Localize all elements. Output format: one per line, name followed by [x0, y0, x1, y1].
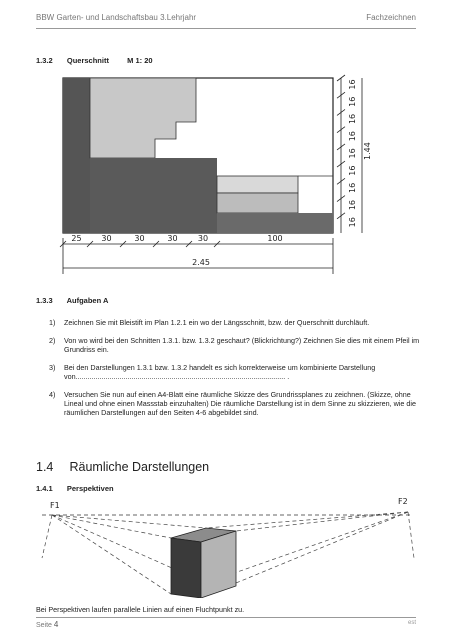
- right-dim-label: 16: [348, 182, 357, 193]
- task-item: [36, 390, 421, 417]
- right-dim-label: 16: [348, 79, 357, 90]
- right-dim-label: 16: [348, 96, 357, 107]
- section-132-heading: [36, 56, 153, 65]
- header-subject: Fachzeichnen: [366, 13, 416, 22]
- section-14-number: 1.4: [36, 460, 54, 474]
- bottom-dim-label: 30: [101, 234, 112, 243]
- section-14-heading: [36, 460, 209, 474]
- total-width-label: 2.45: [192, 258, 210, 267]
- footer-rule: [36, 617, 416, 618]
- task-number: 2): [49, 336, 56, 345]
- section-14-title: Räumliche Darstellungen: [69, 460, 210, 474]
- task-text: Von wo wird bei den Schnitten 1.3.1. bzw. 1.3.2 geschaut? (Blickrichtung?) Zeichnen Sie dies mit einem Pfeil im Grundriss ein.: [64, 336, 420, 354]
- page-header: [0, 0, 452, 30]
- section-132-scale: M 1: 20: [127, 56, 153, 65]
- perspective-caption: Bei Perspektiven laufen parallele Linien auf einen Fluchtpunkt zu.: [36, 605, 245, 614]
- section-133-heading: [36, 296, 108, 305]
- section-133-number: 1.3.3: [36, 296, 53, 305]
- task-text: Versuchen Sie nun auf einen A4-Blatt eine räumliche Skizze des Grundrissplanes zu zeichnen. (Skizze, ohne Lineal und ohne einen Massstab einzuhalten) Die räumliche Darstellung ist in dem Sinne zu skizzieren, wie die räumlichen Darstellungen auf den Seiten 4-6 abgebildet sind.: [64, 390, 416, 417]
- perspective-drawing: [36, 498, 416, 598]
- bottom-dim-label: 100: [267, 234, 283, 243]
- task-text: Zeichnen Sie mit Bleistift im Plan 1.2.1 ein wo der Längsschnitt, bzw. der Querschnitt durchläuft.: [64, 318, 370, 327]
- wall-section: [63, 78, 90, 233]
- cube-right-face: [201, 531, 236, 598]
- footer-page: [36, 620, 58, 629]
- right-dim-label: 16: [348, 113, 357, 125]
- section-133-title: Aufgaben A: [66, 296, 109, 305]
- right-dim-label: 16: [348, 165, 357, 176]
- bottom-dim-label: 30: [134, 234, 145, 243]
- bottom-dim-label: 30: [167, 234, 178, 243]
- step-layer-2: [217, 193, 298, 213]
- task-number: 4): [49, 390, 56, 399]
- section-132-title: Querschnitt: [66, 56, 109, 65]
- task-number: 3): [49, 363, 56, 372]
- header-rule: [36, 28, 416, 29]
- right-dimension-labels: [337, 75, 357, 227]
- right-dim-label: 16: [348, 148, 357, 159]
- right-dim-label: 16: [348, 199, 357, 211]
- bottom-dimension-labels: [60, 234, 283, 247]
- bottom-dim-label: 30: [197, 234, 209, 243]
- step-layer-1: [217, 176, 298, 193]
- right-dim-label: 16: [348, 217, 357, 228]
- section-141-number: 1.4.1: [36, 484, 53, 493]
- section-141-heading: [36, 484, 114, 493]
- vanishing-point-f2-label: F2: [398, 498, 408, 506]
- task-number: 1): [49, 318, 56, 327]
- section-141-title: Perspektiven: [66, 484, 114, 493]
- footer-page-label: Seite: [36, 622, 52, 629]
- vanishing-point-f1-label: F1: [50, 501, 60, 510]
- section-132-number: 1.3.2: [36, 56, 53, 65]
- task-item: [36, 318, 421, 327]
- task-item: [36, 363, 421, 381]
- cube-left-face: [171, 538, 201, 598]
- header-course: BBW Garten- und Landschaftsbau 3.Lehrjahr: [36, 13, 197, 22]
- total-height-label: 1.44: [363, 142, 372, 160]
- footer-page-number: 4: [53, 620, 59, 629]
- lower-fill-section: [90, 158, 217, 233]
- bottom-dim-label: 25: [71, 234, 82, 243]
- task-item: [36, 336, 421, 354]
- right-dim-label: 16: [348, 131, 357, 142]
- cross-section-drawing: [36, 68, 386, 283]
- footer-author: est: [407, 620, 416, 626]
- task-list: [36, 318, 421, 426]
- base-layer: [217, 213, 333, 233]
- task-text: Bei den Darstellungen 1.3.1 bzw. 1.3.2 handelt es sich korrekterweise um kombinierte Darstellung von......................................................................................................... .: [64, 363, 376, 381]
